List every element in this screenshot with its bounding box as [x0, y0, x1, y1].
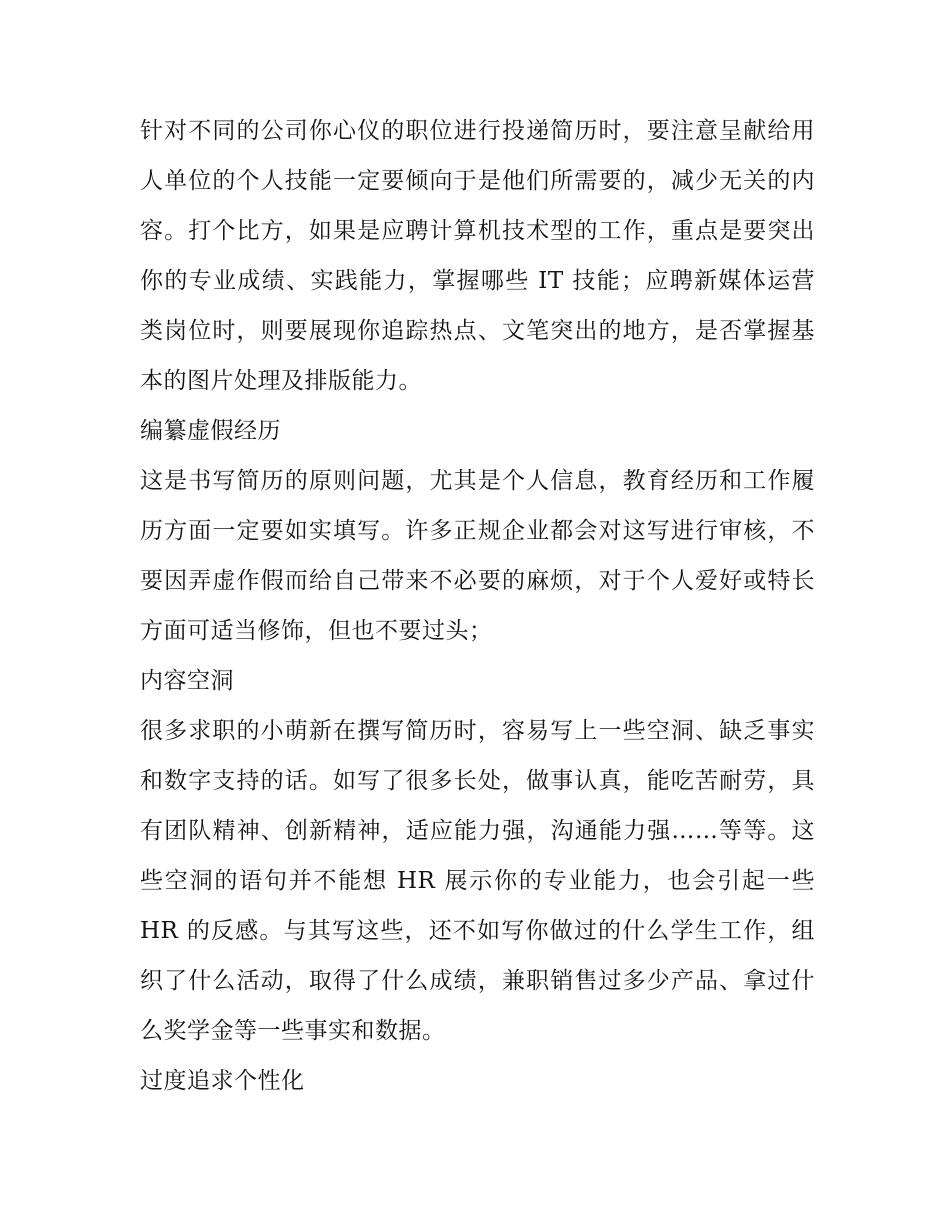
heading-empty-content: 内容空洞: [140, 668, 234, 694]
paragraph-empty-content: 很多求职的小萌新在撰写简历时，容易写上一些空洞、缺乏事实和数字支持的话。如写了很多长处，做事认真，能吃苦耐劳，具有团队精神、创新精神，适应能力强，沟通能力强……等等。这些空洞的语句并不能想 HR 展示你的专业能力，也会引起一些 HR 的反感。与其写这些，还不如写你做过的什么学生工作，组织了什么活动，取得了什么成绩，兼职销售过多少产品、拿过什么奖学金等一些事实和数据。: [140, 718, 815, 1044]
heading-fake-experience: 编纂虚假经历: [140, 418, 281, 444]
paragraph-fake-experience: 这是书写简历的原则问题，尤其是个人信息，教育经历和工作履历方面一定要如实填写。许多正规企业都会对这写进行审核，不要因弄虚作假而给自己带来不必要的麻烦，对于个人爱好或特长方面可适当修饰，但也不要过头；: [140, 468, 815, 644]
document-body: [140, 106, 815, 1106]
heading-over-personalization: 过度追求个性化: [140, 1068, 305, 1094]
paragraph-tailor-skills: 针对不同的公司你心仪的职位进行投递简历时，要注意呈献给用人单位的个人技能一定要倾向于是他们所需要的，减少无关的内容。打个比方，如果是应聘计算机技术型的工作，重点是要突出你的专业成绩、实践能力，掌握哪些 IT 技能；应聘新媒体运营类岗位时，则要展现你追踪热点、文笔突出的地方，是否掌握基本的图片处理及排版能力。: [140, 118, 815, 394]
